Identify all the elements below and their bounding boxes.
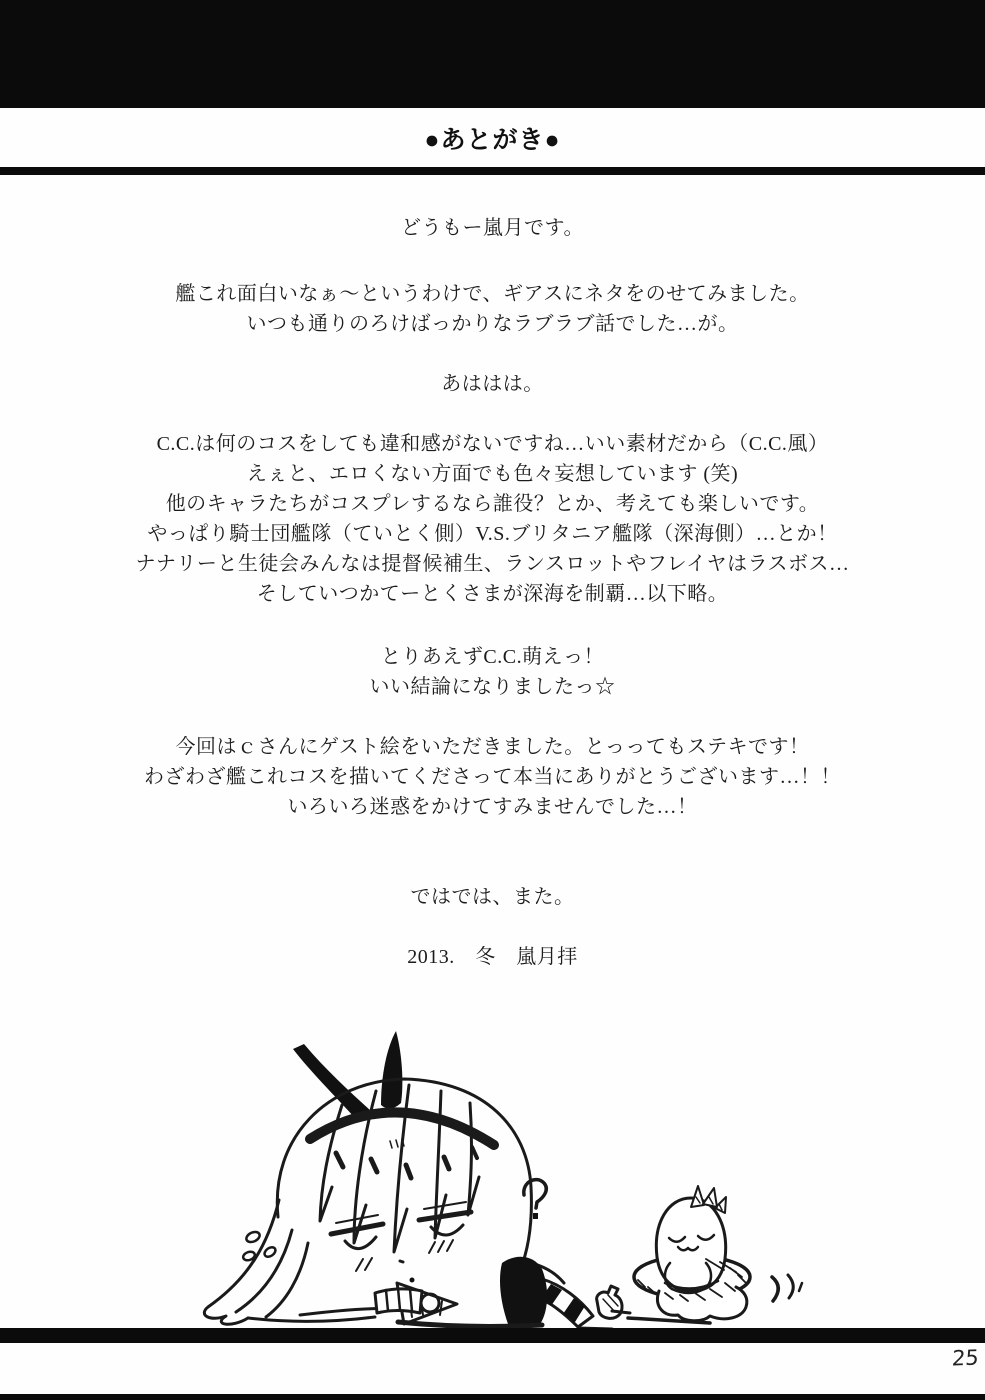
chibi-girl <box>204 1031 622 1329</box>
text-line: 今回はｃさんにゲスト絵をいただきました。とっってもステキです！ <box>175 736 810 758</box>
text-line: 艦これ面白いなぁ～というわけで、ギアスにネタをのせてみました。 <box>175 283 810 305</box>
text-line: そしていつかてーとくさまが深海を制覇…以下略。 <box>256 583 729 605</box>
motion-lines-icon <box>772 1275 802 1301</box>
paragraph <box>0 279 985 339</box>
text-line: ナナリーと生徒会みんなは提督候補生、ランスロットやフレイヤはラスボス… <box>135 553 850 575</box>
text-line: どうもー嵐月です。 <box>401 217 584 239</box>
paragraph <box>0 642 985 702</box>
text-line: いつも通りのろけばっかりなラブラブ話でした…が。 <box>246 313 739 335</box>
text-line: えぇと、エロくない方面でも色々妄想しています (笑) <box>246 463 739 485</box>
paragraph <box>0 213 985 243</box>
bunny-ear-left-icon <box>293 1044 371 1119</box>
text-line: 2013. 冬 嵐月拝 <box>407 946 578 968</box>
page-number: 25 <box>951 1345 980 1371</box>
signature-line <box>0 942 985 972</box>
bottom-black-bar <box>0 1328 985 1343</box>
text-line: いろいろ迷惑をかけてすみませんでした…！ <box>287 796 698 818</box>
text-line: いい結論になりましたっ☆ <box>369 676 616 698</box>
text-line: わざわざ艦これコスを描いてくださって本当にありがとうございます…！！ <box>144 766 841 788</box>
paragraph <box>0 429 985 609</box>
text-line: ではでは、また。 <box>410 886 575 908</box>
text-line: やっぱり騎士団艦隊（ていとく側）V.S.ブリタニア艦隊（深海側）…とか！ <box>147 523 838 545</box>
paragraph <box>0 369 985 399</box>
sweat-drops-icon <box>242 1230 277 1262</box>
bottom-edge-bar <box>0 1394 985 1400</box>
bottom-illustration <box>150 1025 850 1335</box>
text-line: あははは。 <box>441 373 544 395</box>
question-mark-icon <box>524 1180 546 1219</box>
text-line: とりあえずC.C.萌えっ！ <box>380 646 605 668</box>
text-line: C.C.は何のコスをしても違和感がないですね…いい素材だから（C.C.風） <box>156 433 829 455</box>
page-title: ●あとがき● <box>424 126 561 154</box>
text-line: 他のキャラたちがコスプレするなら誰役？とか、考えても楽しいです。 <box>165 493 820 515</box>
top-black-bar <box>0 0 985 108</box>
paragraph <box>0 882 985 912</box>
creature-in-swim-ring <box>612 1186 750 1323</box>
paragraph <box>0 732 985 822</box>
title-band <box>0 108 985 167</box>
bunny-ear-right-icon <box>381 1031 402 1109</box>
divider-line <box>0 167 985 175</box>
